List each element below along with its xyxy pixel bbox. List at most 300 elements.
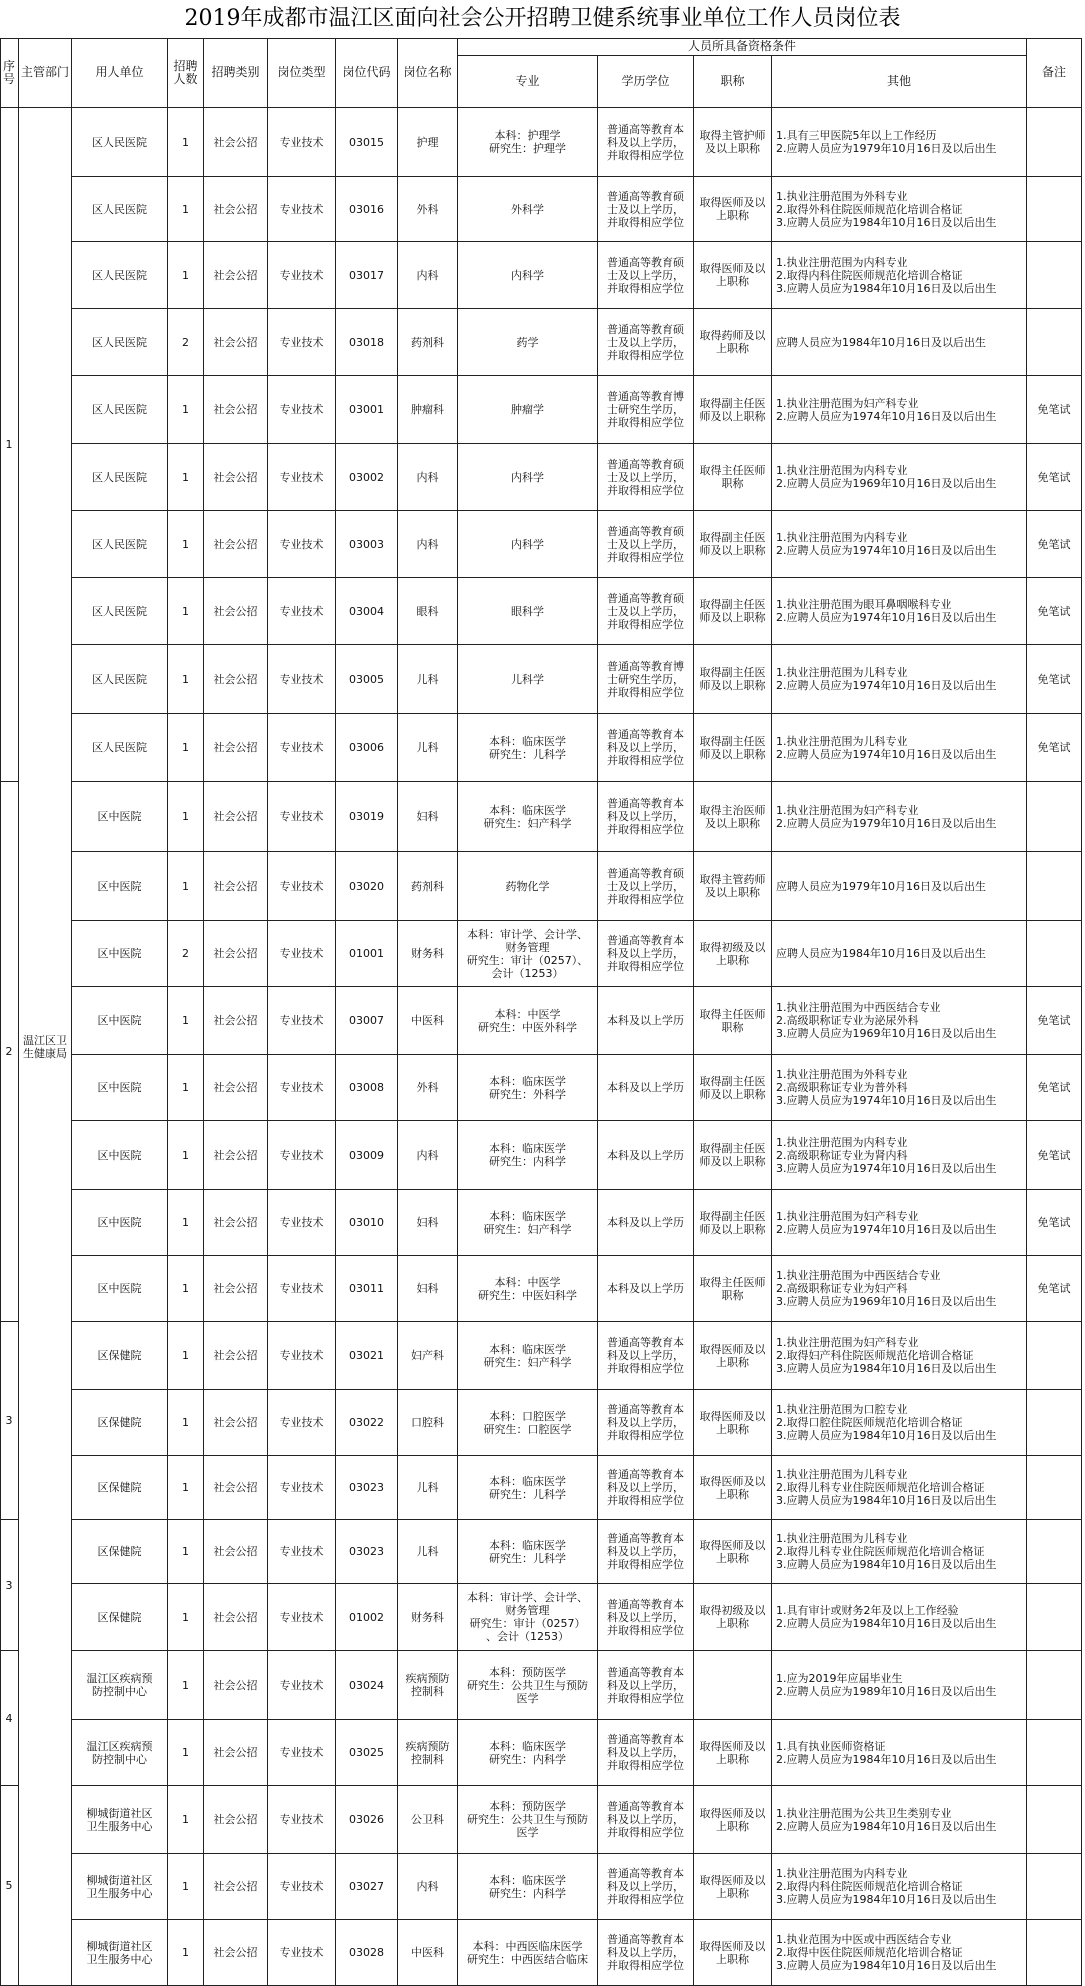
row-type: 社会公招 xyxy=(213,1746,258,1759)
row-type-cell xyxy=(204,444,268,511)
row-rank: 取得主任医师 职称 xyxy=(699,464,766,490)
row-num: 1 xyxy=(182,1349,189,1362)
row-ptype-cell xyxy=(268,1651,336,1720)
row-major: 本科：中医学 研究生：中医妇科学 xyxy=(478,1275,577,1302)
row-unit-cell xyxy=(72,242,168,309)
row-major-cell xyxy=(458,921,598,987)
row-rank-cell xyxy=(694,987,772,1055)
row-other-cell xyxy=(772,1190,1027,1256)
row-type: 社会公招 xyxy=(213,1880,258,1893)
row-rank: 取得医师及以 上职称 xyxy=(699,1409,766,1436)
row-major-cell xyxy=(458,645,598,714)
row-edu-cell xyxy=(598,309,694,376)
row-note-cell xyxy=(1027,1854,1082,1920)
row-unit: 柳城街道社区 卫生服务中心 xyxy=(86,1873,153,1900)
row-code: 03009 xyxy=(349,1148,384,1162)
row-code: 03010 xyxy=(349,1216,384,1229)
row-note-cell xyxy=(1027,309,1082,376)
row-edu: 普通高等教育博 士研究生学历， 并取得相应学位 xyxy=(607,390,684,429)
row-other: 1.执业注册范围为妇产科专业 2.应聘人员应为1974年10月16日及以后出生 xyxy=(776,396,997,423)
header-major-text: 专业 xyxy=(515,74,540,88)
row-name: 内科 xyxy=(416,1148,439,1162)
row-num: 1 xyxy=(182,403,189,416)
row-name: 中医科 xyxy=(411,1014,444,1027)
row-num: 1 xyxy=(182,879,189,893)
row-note: 免笔试 xyxy=(1037,741,1071,754)
row-name: 外科 xyxy=(416,202,439,216)
row-unit: 区中医院 xyxy=(97,947,142,960)
row-num: 1 xyxy=(182,1946,189,1959)
row-rank: 取得主管药师 及以上职称 xyxy=(699,873,766,899)
row-ptype: 专业技术 xyxy=(279,604,324,618)
row-unit-cell xyxy=(72,444,168,511)
row-unit-cell xyxy=(72,1651,168,1720)
row-name: 妇产科 xyxy=(411,1349,444,1362)
row-unit-cell xyxy=(72,309,168,376)
row-type-cell xyxy=(204,309,268,376)
row-name-cell xyxy=(398,1584,458,1651)
row-type: 社会公招 xyxy=(213,741,258,754)
row-name: 内科 xyxy=(416,470,439,484)
row-code: 01002 xyxy=(349,1610,384,1624)
row-rank-cell xyxy=(694,309,772,376)
row-type: 社会公招 xyxy=(213,1610,258,1624)
row-rank-cell xyxy=(694,511,772,578)
row-name-cell xyxy=(398,1121,458,1190)
row-unit: 柳城街道社区 卫生服务中心 xyxy=(86,1939,153,1966)
row-code: 03028 xyxy=(349,1946,384,1959)
row-ptype-cell xyxy=(268,376,336,444)
row-other-cell xyxy=(772,578,1027,645)
row-note-cell xyxy=(1027,177,1082,242)
row-code: 03018 xyxy=(349,335,384,349)
row-type-cell xyxy=(204,1920,268,1986)
row-note: 免笔试 xyxy=(1037,1014,1071,1027)
row-name-cell xyxy=(398,1190,458,1256)
row-code-cell xyxy=(336,1256,398,1322)
row-major: 眼科学 xyxy=(511,604,544,618)
row-num: 1 xyxy=(182,268,189,282)
row-rank-cell xyxy=(694,852,772,921)
row-unit: 区中医院 xyxy=(97,1282,142,1295)
row-name: 儿科 xyxy=(416,672,439,686)
row-type-cell xyxy=(204,852,268,921)
row-ptype: 专业技术 xyxy=(279,879,324,893)
header-ptype-text: 岗位类型 xyxy=(277,65,326,79)
row-major: 药物化学 xyxy=(505,879,550,893)
row-rank: 取得主治医师 及以上职称 xyxy=(699,803,766,830)
row-ptype: 专业技术 xyxy=(279,810,324,823)
row-note: 免笔试 xyxy=(1037,1081,1071,1094)
row-type-cell xyxy=(204,578,268,645)
row-code-cell xyxy=(336,376,398,444)
row-num: 1 xyxy=(182,1216,189,1229)
row-name-cell xyxy=(398,1456,458,1520)
row-ptype: 专业技术 xyxy=(279,335,324,349)
row-code-cell xyxy=(336,309,398,376)
row-type-cell xyxy=(204,1520,268,1584)
row-name-cell xyxy=(398,242,458,309)
row-code-cell xyxy=(336,108,398,177)
row-ptype: 专业技术 xyxy=(279,1545,324,1558)
row-ptype: 专业技术 xyxy=(279,1678,324,1692)
row-major: 本科：临床医学 研究生：妇产科学 xyxy=(483,803,572,830)
row-ptype-cell xyxy=(268,1055,336,1121)
row-code: 03025 xyxy=(349,1746,384,1759)
row-type: 社会公招 xyxy=(213,1545,258,1558)
row-major-cell xyxy=(458,1256,598,1322)
row-unit-cell xyxy=(72,1055,168,1121)
row-name: 护理 xyxy=(416,135,439,149)
row-note-cell xyxy=(1027,376,1082,444)
row-code: 03022 xyxy=(349,1416,384,1429)
row-code: 03020 xyxy=(349,879,384,893)
row-type: 社会公招 xyxy=(213,1813,258,1826)
row-major-cell xyxy=(458,578,598,645)
row-type: 社会公招 xyxy=(213,947,258,960)
row-name-cell xyxy=(398,645,458,714)
row-ptype: 专业技术 xyxy=(279,947,324,960)
row-num: 1 xyxy=(182,135,189,149)
row-unit-cell xyxy=(72,782,168,852)
row-num-cell xyxy=(168,1456,204,1520)
row-other: 1.执业注册范围为内科专业 2.取得内科住院医师规范化培训合格证 3.应聘人员应为1984年10月16日及以后出生 xyxy=(776,1867,997,1906)
row-rank-cell xyxy=(694,1456,772,1520)
row-major: 本科：预防医学 研究生：公共卫生与预防 医学 xyxy=(467,1800,588,1839)
grid-line xyxy=(0,38,1082,39)
row-ptype: 专业技术 xyxy=(279,1610,324,1624)
row-unit: 区保健院 xyxy=(97,1349,142,1362)
row-other-cell xyxy=(772,1055,1027,1121)
row-code-cell xyxy=(336,714,398,782)
row-ptype: 专业技术 xyxy=(279,1946,324,1959)
row-name: 儿科 xyxy=(416,741,439,754)
row-num-cell xyxy=(168,1121,204,1190)
row-major-cell xyxy=(458,1854,598,1920)
row-major-cell xyxy=(458,714,598,782)
row-ptype-cell xyxy=(268,1456,336,1520)
row-ptype: 专业技术 xyxy=(279,403,324,416)
row-code-cell xyxy=(336,1786,398,1854)
row-edu: 普通高等教育硕 士及以上学历， 并取得相应学位 xyxy=(607,524,684,564)
row-num-cell xyxy=(168,1390,204,1456)
row-code-cell xyxy=(336,1456,398,1520)
seq-cell-6 xyxy=(0,1786,19,1986)
seq-cell-2-text: 2 xyxy=(5,1045,13,1058)
row-edu-cell xyxy=(598,242,694,309)
row-name: 疾病预防 控制科 xyxy=(405,1739,450,1766)
row-edu: 本科及以上学历 xyxy=(607,1282,684,1295)
row-unit-cell xyxy=(72,1390,168,1456)
row-ptype: 专业技术 xyxy=(279,470,324,484)
row-unit-cell xyxy=(72,852,168,921)
row-ptype-cell xyxy=(268,1786,336,1854)
row-note-cell xyxy=(1027,1190,1082,1256)
row-unit-cell xyxy=(72,1456,168,1520)
row-name-cell xyxy=(398,1390,458,1456)
row-major: 本科：临床医学 研究生：内科学 xyxy=(489,1873,566,1900)
row-ptype: 专业技术 xyxy=(279,1481,324,1494)
row-type-cell xyxy=(204,376,268,444)
row-unit: 区人民医院 xyxy=(92,537,147,551)
row-major: 本科：临床医学 研究生：外科学 xyxy=(489,1074,566,1101)
header-num xyxy=(168,38,204,108)
row-other: 1.执业注册范围为外科专业 2.取得外科住院医师规范化培训合格证 3.应聘人员应为1984年10月16日及以后出生 xyxy=(776,189,997,229)
row-name: 妇科 xyxy=(416,810,439,823)
row-major-cell xyxy=(458,177,598,242)
header-name-text: 岗位名称 xyxy=(403,65,452,79)
row-major: 肿瘤学 xyxy=(511,403,544,416)
row-note: 免笔试 xyxy=(1037,1216,1071,1229)
header-note xyxy=(1027,38,1082,108)
row-major-cell xyxy=(458,1322,598,1390)
row-edu-cell xyxy=(598,1584,694,1651)
row-code-cell xyxy=(336,852,398,921)
row-rank-cell xyxy=(694,1584,772,1651)
row-name-cell xyxy=(398,511,458,578)
row-code-cell xyxy=(336,578,398,645)
row-num-cell xyxy=(168,1920,204,1986)
row-major-cell xyxy=(458,1055,598,1121)
row-note: 免笔试 xyxy=(1037,1282,1071,1295)
row-other: 1.执业注册范围为外科专业 2.高级职称证专业为普外科 3.应聘人员应为1974年10月16日及以后出生 xyxy=(776,1068,997,1107)
row-ptype: 专业技术 xyxy=(279,1148,324,1162)
row-name-cell xyxy=(398,376,458,444)
header-unit-text: 用人单位 xyxy=(95,65,144,79)
row-unit: 区人民医院 xyxy=(92,741,147,754)
row-num-cell xyxy=(168,444,204,511)
row-name: 外科 xyxy=(416,1081,439,1094)
row-edu: 普通高等教育硕 士及以上学历， 并取得相应学位 xyxy=(607,866,684,906)
row-rank: 取得副主任医 师及以上职称 xyxy=(699,666,766,692)
row-other: 1.执业注册范围为内科专业 2.应聘人员应为1969年10月16日及以后出生 xyxy=(776,464,997,490)
row-other-cell xyxy=(772,987,1027,1055)
row-type: 社会公招 xyxy=(213,1349,258,1362)
row-edu-cell xyxy=(598,1190,694,1256)
row-type-cell xyxy=(204,1584,268,1651)
row-note-cell xyxy=(1027,578,1082,645)
row-ptype-cell xyxy=(268,242,336,309)
row-type: 社会公招 xyxy=(213,1148,258,1162)
row-name-cell xyxy=(398,1322,458,1390)
row-num-cell xyxy=(168,852,204,921)
row-edu: 普通高等教育本 科及以上学历， 并取得相应学位 xyxy=(607,728,684,767)
row-unit-cell xyxy=(72,1121,168,1190)
row-edu: 普通高等教育本 科及以上学历， 并取得相应学位 xyxy=(607,1597,684,1637)
row-note: 免笔试 xyxy=(1037,672,1071,686)
row-note-cell xyxy=(1027,511,1082,578)
row-code: 03024 xyxy=(349,1678,384,1692)
row-code-cell xyxy=(336,242,398,309)
row-name: 中医科 xyxy=(411,1946,444,1959)
header-seq-text: 序 号 xyxy=(2,58,15,86)
row-major: 内科学 xyxy=(511,470,544,484)
row-edu-cell xyxy=(598,1720,694,1786)
row-other-cell xyxy=(772,1720,1027,1786)
row-unit-cell xyxy=(72,1854,168,1920)
row-code-cell xyxy=(336,1190,398,1256)
row-unit: 柳城街道社区 卫生服务中心 xyxy=(86,1806,153,1833)
row-major-cell xyxy=(458,1520,598,1584)
row-type-cell xyxy=(204,1456,268,1520)
row-num: 1 xyxy=(182,741,189,754)
row-code: 03026 xyxy=(349,1813,384,1826)
row-num-cell xyxy=(168,1322,204,1390)
row-ptype-cell xyxy=(268,1390,336,1456)
row-type: 社会公招 xyxy=(213,335,258,349)
row-major: 药学 xyxy=(516,335,539,349)
row-ptype: 专业技术 xyxy=(279,1349,324,1362)
row-code-cell xyxy=(336,177,398,242)
row-major: 本科：临床医学 研究生：妇产科学 xyxy=(483,1342,572,1369)
header-other xyxy=(772,56,1027,108)
row-rank-cell xyxy=(694,1256,772,1322)
row-type: 社会公招 xyxy=(213,1481,258,1494)
row-name: 内科 xyxy=(416,268,439,282)
row-other-cell xyxy=(772,1121,1027,1190)
row-ptype: 专业技术 xyxy=(279,672,324,686)
row-other-cell xyxy=(772,444,1027,511)
row-type-cell xyxy=(204,1322,268,1390)
row-name-cell xyxy=(398,578,458,645)
row-type-cell xyxy=(204,1055,268,1121)
row-type-cell xyxy=(204,714,268,782)
row-code: 03023 xyxy=(349,1481,384,1494)
row-ptype-cell xyxy=(268,1520,336,1584)
row-name-cell xyxy=(398,1256,458,1322)
row-type: 社会公招 xyxy=(213,810,258,823)
row-code: 03017 xyxy=(349,268,384,282)
row-rank-cell xyxy=(694,1055,772,1121)
row-note-cell xyxy=(1027,645,1082,714)
row-type: 社会公招 xyxy=(213,672,258,686)
row-edu: 普通高等教育本 科及以上学历， 并取得相应学位 xyxy=(607,1800,684,1839)
row-name-cell xyxy=(398,852,458,921)
row-other-cell xyxy=(772,852,1027,921)
row-num: 2 xyxy=(182,947,189,960)
seq-cell-5 xyxy=(0,1651,19,1786)
row-ptype: 专业技术 xyxy=(279,135,324,149)
row-unit: 区中医院 xyxy=(97,1014,142,1027)
row-major: 外科学 xyxy=(511,202,544,216)
row-other: 应聘人员应为1979年10月16日及以后出生 xyxy=(776,879,986,893)
row-code: 03019 xyxy=(349,810,384,823)
row-edu-cell xyxy=(598,1121,694,1190)
row-rank-cell xyxy=(694,1190,772,1256)
row-rank: 取得医师及以 上职称 xyxy=(699,1474,766,1501)
row-major: 本科：临床医学 研究生：儿科学 xyxy=(489,734,566,761)
row-note-cell xyxy=(1027,1786,1082,1854)
row-unit-cell xyxy=(72,1520,168,1584)
row-note-cell xyxy=(1027,1720,1082,1786)
row-rank: 取得初级及以 上职称 xyxy=(699,940,766,967)
row-ptype: 专业技术 xyxy=(279,1014,324,1027)
row-rank-cell xyxy=(694,1121,772,1190)
row-unit: 温江区疾病预 防控制中心 xyxy=(86,1739,153,1766)
row-code-cell xyxy=(336,921,398,987)
row-num-cell xyxy=(168,578,204,645)
row-unit: 区中医院 xyxy=(97,1148,142,1162)
row-rank: 取得副主任医 师及以上职称 xyxy=(699,1209,766,1236)
header-rank-text: 职称 xyxy=(720,74,745,88)
row-note-cell xyxy=(1027,782,1082,852)
row-edu: 本科及以上学历 xyxy=(607,1148,684,1162)
row-unit-cell xyxy=(72,511,168,578)
row-code-cell xyxy=(336,511,398,578)
row-note-cell xyxy=(1027,1121,1082,1190)
row-type: 社会公招 xyxy=(213,1678,258,1692)
row-edu: 普通高等教育本 科及以上学历， 并取得相应学位 xyxy=(607,122,684,162)
row-major: 本科：预防医学 研究生：公共卫生与预防 医学 xyxy=(467,1665,588,1705)
row-num: 1 xyxy=(182,1545,189,1558)
row-code: 03008 xyxy=(349,1081,384,1094)
seq-cell-3-text: 3 xyxy=(5,1414,13,1427)
row-edu: 普通高等教育本 科及以上学历， 并取得相应学位 xyxy=(607,1733,684,1772)
row-major-cell xyxy=(458,1190,598,1256)
header-ptype xyxy=(268,38,336,108)
row-other: 1.执业注册范围为妇产科专业 2.应聘人员应为1979年10月16日及以后出生 xyxy=(776,803,997,830)
row-rank: 取得医师及以 上职称 xyxy=(699,1739,766,1766)
row-type-cell xyxy=(204,177,268,242)
row-edu: 普通高等教育本 科及以上学历， 并取得相应学位 xyxy=(607,1532,684,1571)
row-edu-cell xyxy=(598,1456,694,1520)
row-code-cell xyxy=(336,782,398,852)
row-rank: 取得医师及以 上职称 xyxy=(699,196,766,222)
row-rank-cell xyxy=(694,1786,772,1854)
row-ptype-cell xyxy=(268,1584,336,1651)
header-edu xyxy=(598,56,694,108)
row-major: 本科：审计学、会计学、 财务管理 研究生：审计（0257）、 会计（1253） xyxy=(466,927,589,980)
row-ptype-cell xyxy=(268,1854,336,1920)
row-num: 2 xyxy=(182,335,189,349)
row-edu: 普通高等教育本 科及以上学历， 并取得相应学位 xyxy=(607,1403,684,1442)
row-code: 03007 xyxy=(349,1014,384,1027)
header-edu-text: 学历学位 xyxy=(621,74,670,88)
row-rank: 取得医师及以 上职称 xyxy=(699,1873,766,1900)
row-major-cell xyxy=(458,1786,598,1854)
row-unit-cell xyxy=(72,1584,168,1651)
row-num-cell xyxy=(168,645,204,714)
row-code: 03002 xyxy=(349,470,384,484)
row-other-cell xyxy=(772,645,1027,714)
row-type-cell xyxy=(204,1390,268,1456)
row-edu-cell xyxy=(598,1055,694,1121)
row-other-cell xyxy=(772,1786,1027,1854)
row-unit: 区人民医院 xyxy=(92,403,147,416)
row-edu-cell xyxy=(598,645,694,714)
row-note: 免笔试 xyxy=(1037,604,1071,618)
header-num-text: 招聘 人数 xyxy=(173,58,198,86)
row-note-cell xyxy=(1027,1651,1082,1720)
row-other: 1.执业注册范围为口腔专业 2.取得口腔住院医师规范化培训合格证 3.应聘人员应为1984年10月16日及以后出生 xyxy=(776,1403,997,1442)
row-unit: 区人民医院 xyxy=(92,202,147,216)
row-ptype: 专业技术 xyxy=(279,741,324,754)
header-major xyxy=(458,56,598,108)
row-num: 1 xyxy=(182,1081,189,1094)
row-rank: 取得主管护师 及以上职称 xyxy=(699,129,766,155)
row-type-cell xyxy=(204,108,268,177)
row-rank-cell xyxy=(694,1720,772,1786)
row-edu-cell xyxy=(598,444,694,511)
row-unit-cell xyxy=(72,108,168,177)
row-other: 1.执业注册范围为妇产科专业 2.应聘人员应为1974年10月16日及以后出生 xyxy=(776,1209,997,1236)
row-num-cell xyxy=(168,1786,204,1854)
row-edu: 普通高等教育博 士研究生学历， 并取得相应学位 xyxy=(607,659,684,699)
row-edu: 普通高等教育本 科及以上学历， 并取得相应学位 xyxy=(607,1468,684,1507)
row-rank: 取得医师及以 上职称 xyxy=(699,1538,766,1565)
row-num: 1 xyxy=(182,672,189,686)
row-ptype-cell xyxy=(268,1720,336,1786)
